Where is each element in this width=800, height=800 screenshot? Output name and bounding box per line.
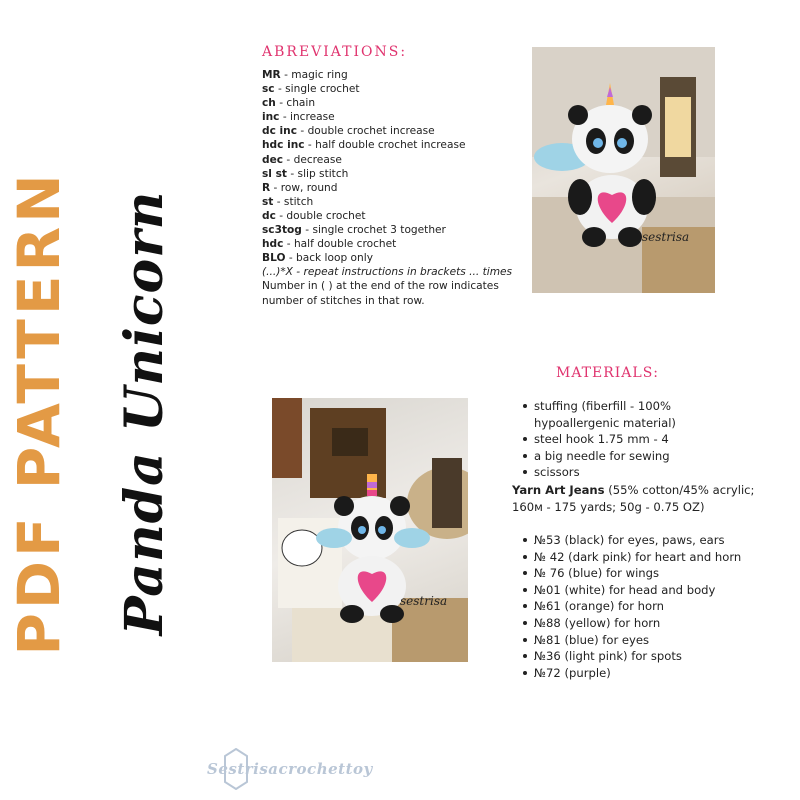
panda-unicorn-title [104,190,184,636]
abbr-item: sc3tog - single crochet 3 together [262,224,446,237]
tool-item: steel hook 1.75 mm - 4 [520,431,752,448]
color-item: №61 (orange) for horn [520,598,760,615]
yarn-description [512,482,757,515]
tool-item: stuffing (fiberfill - 100% hypoallergenic material) [520,398,752,431]
color-item: № 42 (dark pink) for heart and horn [520,549,760,566]
yarn-details: (55% cotton/45% acrylic; 160м - 175 yards; 50g - 0.75 OZ) [512,483,755,514]
panda-illustration-top [532,47,715,293]
panda-unicorn-text: Panda Unicorn [113,190,175,636]
materials-heading: MATERIALS: [556,365,660,381]
yarn-brand: Yarn Art Jeans [512,483,605,497]
abbr-item: MR - magic ring [262,69,348,81]
photo-watermark: sestrisa [642,230,690,244]
color-item: №72 (purple) [520,665,760,682]
color-item: №36 (light pink) for spots [520,648,760,665]
tool-item: scissors [520,464,752,481]
abbr-item: sl st - slip stitch [262,167,349,180]
color-item: № 76 (blue) for wings [520,565,760,582]
color-item: №88 (yellow) for horn [520,615,760,632]
number-note: Number in ( ) at the end of the row indicates number of stitches in that row. [262,280,499,307]
pdf-pattern-text: PDF PATTERN [5,170,73,656]
abbr-item: sc - single crochet [262,83,360,96]
tool-item: a big needle for sewing [520,448,752,465]
pdf-pattern-banner [5,138,73,688]
abbr-item: hdc - half double crochet [262,238,397,251]
color-item: №01 (white) for head and body [520,582,760,599]
abbr-item: ch - chain [262,97,316,110]
abbr-item: dc inc - double crochet increase [262,125,435,138]
color-item: №53 (black) for eyes, paws, ears [520,532,760,549]
abbr-item: st - stitch [262,195,314,208]
abbr-item: BLO - back loop only [262,252,373,265]
abbr-item: dec - decrease [262,153,342,166]
abbreviations-list [262,68,512,308]
photo-watermark: sestrisa [400,594,448,608]
abbr-item: R - row, round [262,181,338,194]
abbr-item: hdc inc - half double crochet increase [262,139,466,152]
abbreviations-heading: ABREVIATIONS: [262,44,408,60]
abbr-item: dc - double crochet [262,209,366,222]
yarn-colors-list [520,532,760,681]
repeat-note: (...)*X - repeat instructions in brackets ... times [262,266,513,279]
color-item: №81 (blue) for eyes [520,632,760,649]
brand-logo-text: Sestrisacrochettoy [207,760,373,778]
panda-photo-bottom [272,398,468,662]
abbr-item: inc - increase [262,111,335,124]
panda-illustration-bottom [272,398,468,662]
panda-photo-top [532,47,715,293]
tools-list [520,398,752,481]
